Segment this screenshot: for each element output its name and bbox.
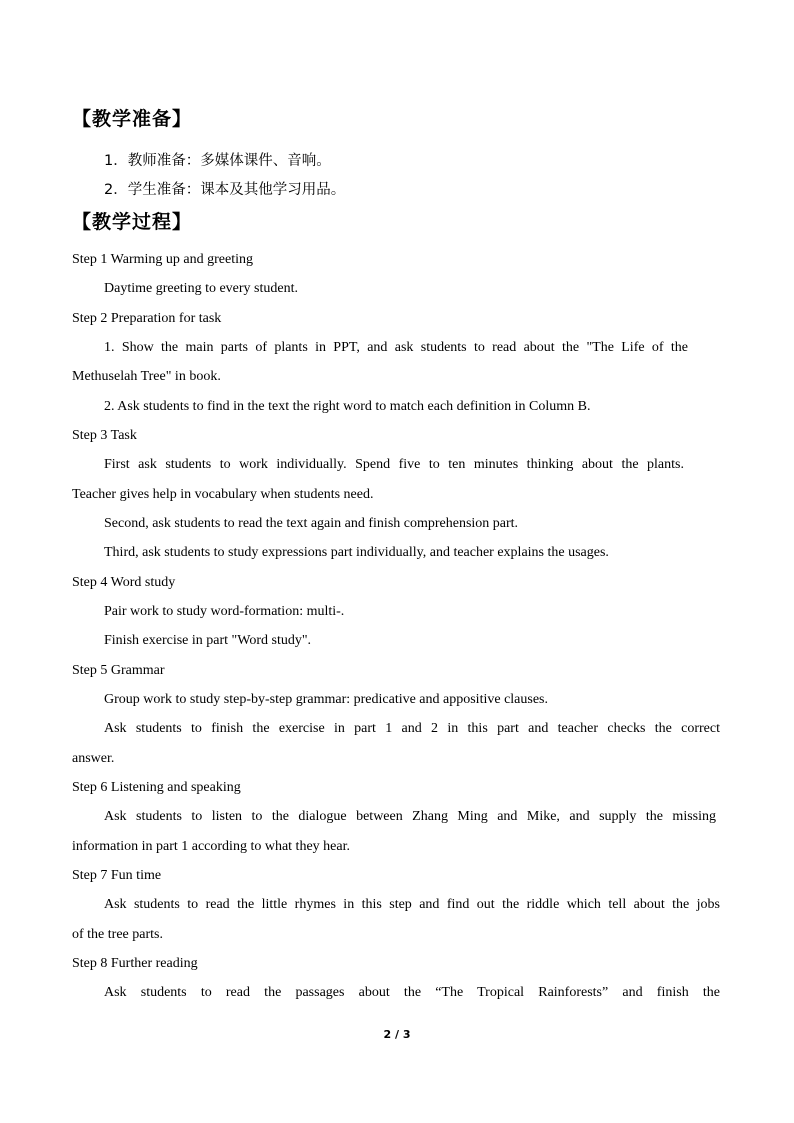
step-5-text-2: Ask students to finish the exercise in part 1 and 2 in this part and teacher checks the correct (104, 721, 720, 736)
step-3-text-2: Second, ask students to read the text again and finish comprehension part. (104, 516, 519, 531)
step-8-text-1: Ask students to read the passages about the “The Tropical Rainforests” and finish the (104, 985, 720, 1000)
step-6-title: Step 6 Listening and speaking (72, 780, 241, 795)
teaching-preparation-heading: 【教学准备】 (72, 108, 193, 130)
step-3-text-1: First ask students to work individually. Spend five to ten minutes thinking about the plants. (104, 457, 684, 472)
step-2-text-2: 2. Ask students to find in the text the right word to match each definition in Column B. (104, 399, 591, 414)
step-5-text-1: Group work to study step-by-step grammar: predicative and appositive clauses. (104, 692, 548, 707)
step-2-text-1: 1. Show the main parts of plants in PPT, and ask students to read about the "The Life of the (104, 340, 688, 355)
step-2-title: Step 2 Preparation for task (72, 311, 222, 326)
step-4-title: Step 4 Word study (72, 575, 176, 590)
prep-item-teacher: 1．教师准备：多媒体课件、音响。 (104, 153, 331, 169)
step-7-title: Step 7 Fun time (72, 868, 162, 883)
step-1-text: Daytime greeting to every student. (104, 281, 298, 296)
step-6-text-1: Ask students to listen to the dialogue between Zhang Ming and Mike, and supply the missing (104, 809, 716, 824)
step-2-text-1-cont: Methuselah Tree" in book. (72, 369, 221, 384)
step-3-text-3: Third, ask students to study expressions part individually, and teacher explains the usages. (104, 545, 609, 560)
prep-item-student: 2．学生准备：课本及其他学习用品。 (104, 182, 346, 198)
step-1-title: Step 1 Warming up and greeting (72, 252, 253, 267)
step-5-title: Step 5 Grammar (72, 663, 165, 678)
step-8-title: Step 8 Further reading (72, 956, 198, 971)
step-4-text-2: Finish exercise in part "Word study". (104, 633, 312, 648)
step-7-text-1: Ask students to read the little rhymes in this step and find out the riddle which tell about the jobs (104, 897, 720, 912)
step-3-text-1-cont: Teacher gives help in vocabulary when students need. (72, 487, 374, 502)
step-6-text-1-cont: information in part 1 according to what they hear. (72, 839, 350, 854)
page-number: 2 / 3 (383, 1028, 411, 1041)
step-5-text-2-cont: answer. (72, 751, 115, 766)
teaching-process-heading: 【教学过程】 (72, 211, 193, 233)
step-7-text-1-cont: of the tree parts. (72, 927, 163, 942)
step-3-title: Step 3 Task (72, 428, 137, 443)
step-4-text-1: Pair work to study word-formation: multi-. (104, 604, 345, 619)
